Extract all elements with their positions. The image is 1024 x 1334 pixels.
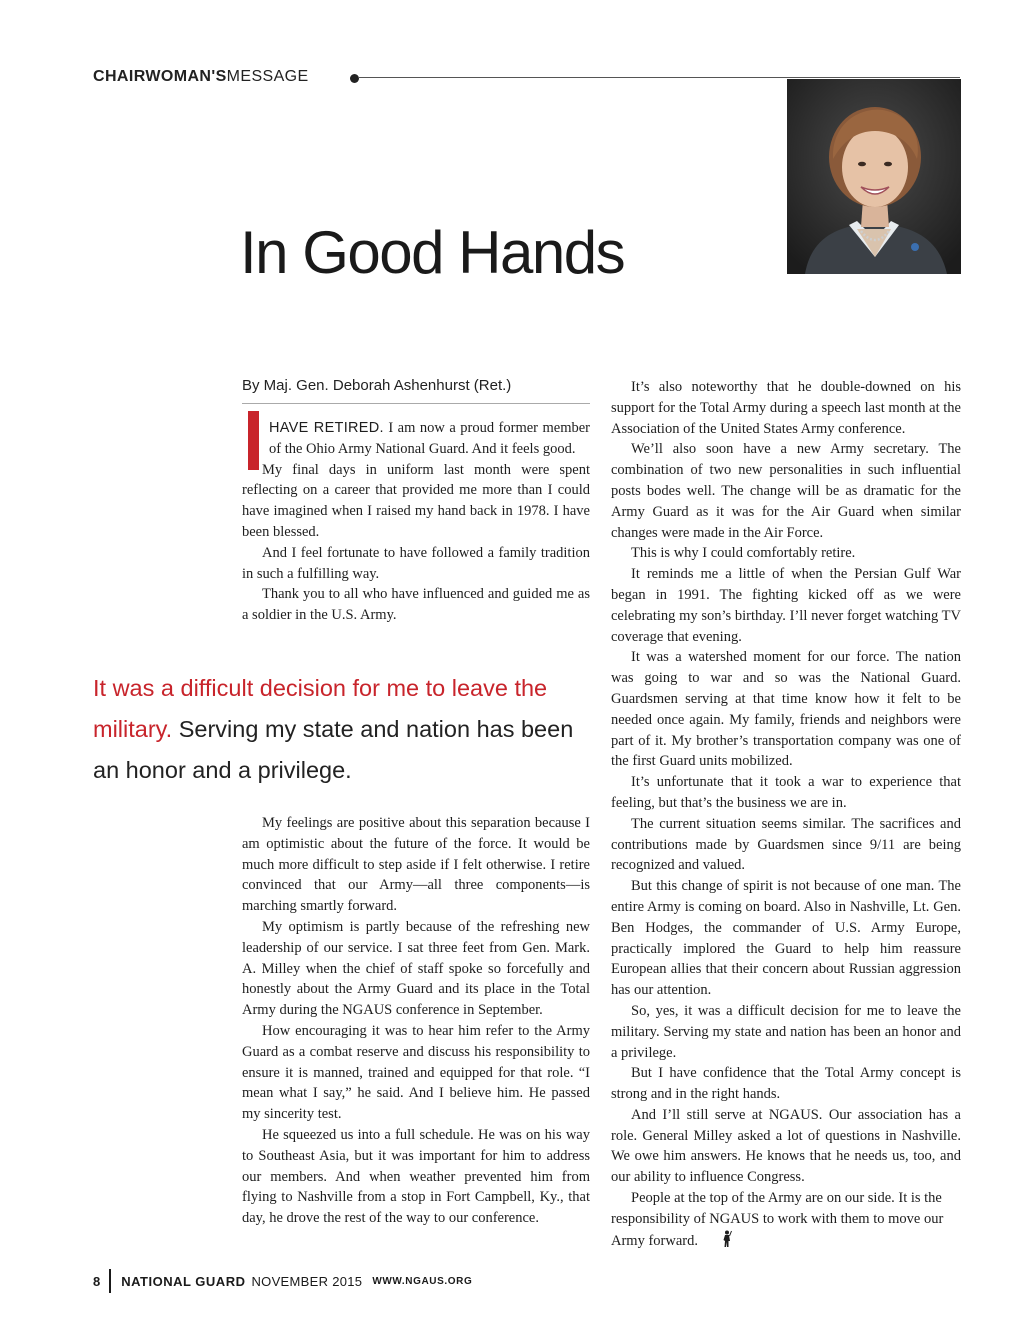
paragraph: And I’ll still serve at NGAUS. Our association has a role. General Milley asked a lot of questions in Nashville. We owe him answers. He knows that he needs us, too, and our ability to influence Congress. xyxy=(611,1106,961,1186)
paragraph: It’s also noteworthy that he double-downed on his support for the Total Army during a speech last month at the Association of the United States Army conference. xyxy=(611,379,961,437)
paragraph: It was a watershed moment for our force. The nation was going to war and so was the National Guard. Guardsmen serving at that time know how it felt to be needed once again. My family, friends and neighbors were part of it. My brother’s transportation company was one of the first Guard units mobilized. xyxy=(611,649,961,770)
paragraph: But this change of spirit is not because of one man. The entire Army is coming on board. Also in Nashville, Lt. Gen. Ben Hodges, the commander of U.S. Army Europe, practically implored the Guard to help him reassure European allies that their concern about Russian aggression has our attention. xyxy=(611,878,961,999)
lead-paragraph-text: I am now a proud former member of the Ohio Army National Guard. And it feels good. xyxy=(269,420,590,457)
final-paragraph-text: People at the top of the Army are on our side. It is the responsibility of NGAUS to work with them to move our Army forward. xyxy=(611,1190,944,1249)
pull-quote-dark: Serving my state and nation has been an honor and a privilege. xyxy=(93,716,574,783)
paragraph: And I feel fortunate to have followed a family tradition in such a fulfilling way. xyxy=(242,544,590,582)
paragraph: This is why I could comfortably retire. xyxy=(631,545,856,562)
section-label-bold: CHAIRWOMAN'S xyxy=(93,68,227,85)
section-label-light: MESSAGE xyxy=(226,68,309,85)
paragraph: It reminds me a little of when the Persian Gulf War began in 1991. The fighting kicked off as we were celebrating my son’s birthday. I’ll never forget watching TV coverage that evening. xyxy=(611,566,961,645)
paragraph: Thank you to all who have influenced and guided me as a soldier in the U.S. Army. xyxy=(242,586,590,624)
byline-rule xyxy=(242,403,590,404)
column-right xyxy=(611,377,961,1254)
issue-date: NOVEMBER 2015 xyxy=(251,1273,363,1289)
header-rule xyxy=(358,77,960,78)
lead-paragraph xyxy=(242,418,590,460)
byline: By Maj. Gen. Deborah Ashenhurst (Ret.) xyxy=(242,377,512,394)
paragraph: He squeezed us into a full schedule. He was on his way to Southeast Asia, but it was important for him to address our members. And when weather prevented him from flying to Nashville from a stop in Fort Campbell, Ky., that day, he drove the rest of the way to our conference. xyxy=(242,1126,590,1227)
lead-in: HAVE RETIRED. xyxy=(269,420,384,436)
portrait-illustration xyxy=(787,79,961,274)
page-number: 8 xyxy=(93,1273,101,1289)
page-footer xyxy=(93,1269,472,1293)
paragraph: My feelings are positive about this separation because I am optimistic about the future of the force. It would be much more difficult to step aside if I felt otherwise. I retire convinced that our Army—all three components—is marching smartly forward. xyxy=(242,815,590,915)
section-label xyxy=(93,68,309,86)
article-title: In Good Hands xyxy=(240,219,625,286)
paragraph: So, yes, it was a difficult decision for me to leave the military. Serving my state and nation has been an honor and a privilege. xyxy=(611,1002,961,1061)
footer-divider xyxy=(109,1269,111,1293)
paragraph: We’ll also soon have a new Army secretary. The combination of two new personalities in such influential posts bodes well. The change will be as dramatic for the Army Guard as it was for the Air Guard when similar changes were made in the Air Force. xyxy=(611,441,961,541)
website-url: WWW.NGAUS.ORG xyxy=(372,1275,473,1287)
paragraph: My optimism is partly because of the refreshing new leadership of our service. I sat three feet from Gen. Mark. A. Milley when the chief of staff spoke so forcefully and honestly about the Army Guard and its place in the Total Army during the NGAUS conference in September. xyxy=(242,918,590,1019)
paragraph: But I have confidence that the Total Army concept is strong and in the right hands. xyxy=(611,1065,961,1103)
paragraph: The current situation seems similar. The sacrifices and contributions made by Guardsmen since 9/11 are being recognized and valued. xyxy=(611,815,961,874)
paragraph: How encouraging it was to hear him refer to the Army Guard as a combat reserve and discuss his responsibility to ensure it is manned, trained and equipped for that role. “I mean what I say,” he said. And I believe him. He passed my sincerity test. xyxy=(242,1022,590,1123)
header-dot xyxy=(350,74,359,83)
magazine-name: NATIONAL GUARD xyxy=(121,1273,246,1289)
pull-quote xyxy=(93,668,593,791)
end-mark-soldier-icon xyxy=(702,1230,732,1255)
paragraph: My final days in uniform last month were spent reflecting on a career that provided me more than I could have imagined when I raised my hand back in 1978. I have been blessed. xyxy=(242,461,590,540)
paragraph: It’s unfortunate that it took a war to experience that feeling, but that’s the business we are in. xyxy=(611,774,961,811)
column-left-top xyxy=(242,418,590,626)
portrait-photo xyxy=(787,79,961,274)
column-left-bottom xyxy=(242,813,590,1229)
final-paragraph xyxy=(611,1188,961,1254)
pull-quote-red: It was a difficult decision for me to leave the military. xyxy=(93,675,548,742)
